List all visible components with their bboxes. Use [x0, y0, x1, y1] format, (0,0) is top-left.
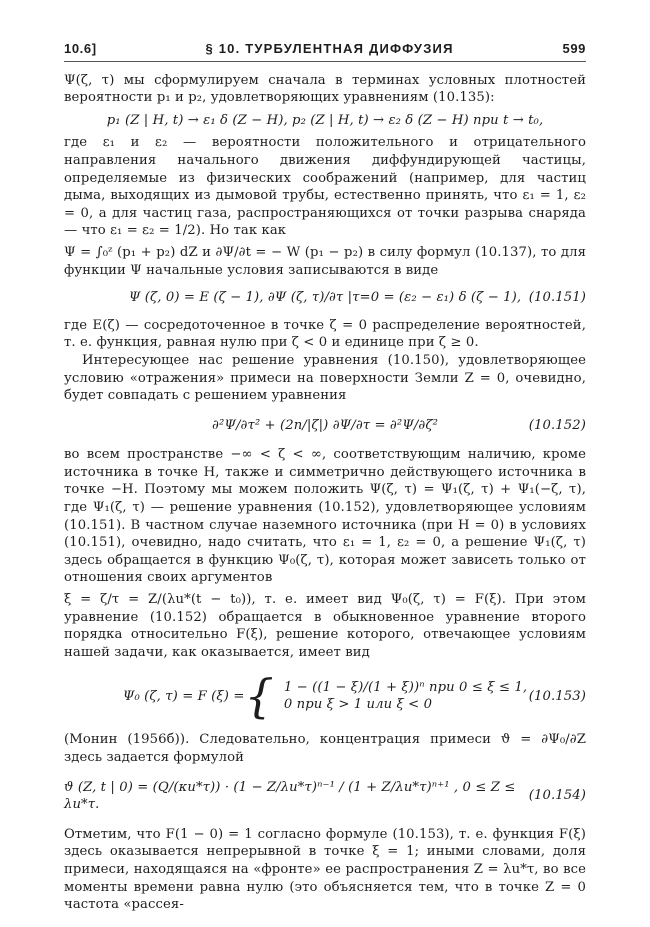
formula-10-154	[64, 779, 586, 814]
formula-10-152-text: ∂²Ψ/∂τ² + (2n/|ζ|) ∂Ψ/∂τ = ∂²Ψ/∂ζ²	[212, 417, 438, 433]
paragraph-2: где ε₁ и ε₂ — вероятности положительного и отрицательного направления начального движения диффундирующей частицы, определяемые из физических соображений (например, для частиц дыма, выходящих из дымовой трубы, естественно принять, что ε₁ = 1, ε₂ = 0, а для частиц газа, распространяющихся от точки разрыва снаряда — что ε₁ = ε₂ = 1/2). Но так как	[64, 135, 586, 239]
paragraph-6: во всем пространстве −∞ < ζ < ∞, соответствующим наличию, кроме источника в точке H, также и симметрично действующего источника в точке −H. Поэтому мы можем положить Ψ(ζ, τ) = Ψ₁(ζ, τ) + Ψ₁(−ζ, τ), где Ψ₁(ζ, τ) — решение уравнения (10.152), удовлетворяющее условиям (10.151). В частном случае наземного источника (при H = 0) в условиях (10.151), очевидно, надо считать, что ε₁ = 1, ε₂ = 0, а решение Ψ₁(ζ, τ) здесь обращается в функцию Ψ₀(ζ, τ), которая может зависеть только от отношения своих аргументов	[64, 447, 586, 586]
equation-number-10-152: (10.152)	[528, 417, 586, 433]
formula-10-151	[64, 289, 586, 307]
formula-initial-densities	[64, 112, 586, 130]
formula-10-153-lhs: Ψ₀ (ζ, τ) = F (ξ) =	[122, 688, 245, 704]
paragraph-1: Ψ(ζ, τ) мы сформулируем сначала в терминах условных плотностей вероятности p₁ и p₂, удовлетворяющих уравнениям (10.135):	[64, 72, 586, 106]
formula-10-151-text: Ψ (ζ, 0) = E (ζ − 1), ∂Ψ (ζ, τ)/∂τ |τ=0 = (ε₂ − ε₁) δ (ζ − 1),	[128, 290, 522, 306]
paragraph-7: ξ = ζ/τ = Z/(λu*(t − t₀)), т. е. имеет вид Ψ₀(ζ, τ) = F(ξ). При этом уравнение (10.152) обращается в обыкновенное уравнение второго порядка относительно F(ξ), решение которого, отвечающее условиям нашей задачи, как оказывается, имеет вид	[64, 592, 586, 660]
piecewise-cases	[284, 679, 527, 714]
equation-number-10-151: (10.151)	[528, 290, 586, 306]
header-title: § 10. ТУРБУЛЕНТНАЯ ДИФФУЗИЯ	[205, 41, 454, 56]
formula-10-153	[64, 669, 586, 724]
paragraph-3: Ψ = ∫₀ᶻ (p₁ + p₂) dZ и ∂Ψ/∂t = − W (p₁ − p₂) в силу формул (10.137), то для функции Ψ начальные условия записываются в виде	[64, 244, 586, 278]
formula-initial-densities-text: p₁ (Z | H, t) → ε₁ δ (Z − H), p₂ (Z | H, t) → ε₂ δ (Z − H) при t → t₀,	[106, 112, 544, 128]
case-1: 1 − ((1 − ξ)/(1 + ξ))ⁿ при 0 ≤ ξ ≤ 1,	[283, 679, 528, 695]
paragraph-4: где E(ζ) — сосредоточенное в точке ζ = 0 распределение вероятностей, т. е. функция, равная нулю при ζ < 0 и единице при ζ ≥ 0.	[64, 317, 586, 351]
formula-10-154-text: ϑ (Z, t | 0) = (Q/(κu*τ)) · (1 − Z/λu*τ)ⁿ⁻¹ / (1 + Z/λu*τ)ⁿ⁺¹ , 0 ≤ Z ≤ λu*τ.	[64, 779, 516, 813]
equation-number-10-154: (10.154)	[528, 788, 586, 804]
paragraph-9: Отметим, что F(1 − 0) = 1 согласно формуле (10.153), т. е. функция F(ξ) здесь оказывается непрерывной в точке ξ = 1; иными словами, доля примеси, находящаяся на «фронте» ее распространения Z = λu*τ, во все моменты времени равна нулю (это объясняется тем, что в точке Z = 0 частота «рассея-	[64, 826, 586, 913]
page	[64, 40, 586, 914]
piecewise-brace: {	[244, 669, 274, 724]
header-section-number: 10.6]	[64, 41, 97, 56]
equation-number-10-153: (10.153)	[528, 688, 586, 704]
case-2: 0 при ξ > 1 или ξ < 0	[283, 697, 433, 713]
page-number: 599	[562, 41, 586, 56]
paragraph-8: (Монин (1956б)). Следовательно, концентрация примеси ϑ = ∂Ψ₀/∂Z здесь задается формулой	[64, 732, 586, 765]
formula-10-152	[64, 417, 586, 435]
running-header	[64, 40, 586, 62]
paragraph-5: Интересующее нас решение уравнения (10.150), удовлетворяющее условию «отражения» примеси на поверхности Земли Z = 0, очевидно, будет совпадать с решением уравнения	[64, 352, 586, 404]
